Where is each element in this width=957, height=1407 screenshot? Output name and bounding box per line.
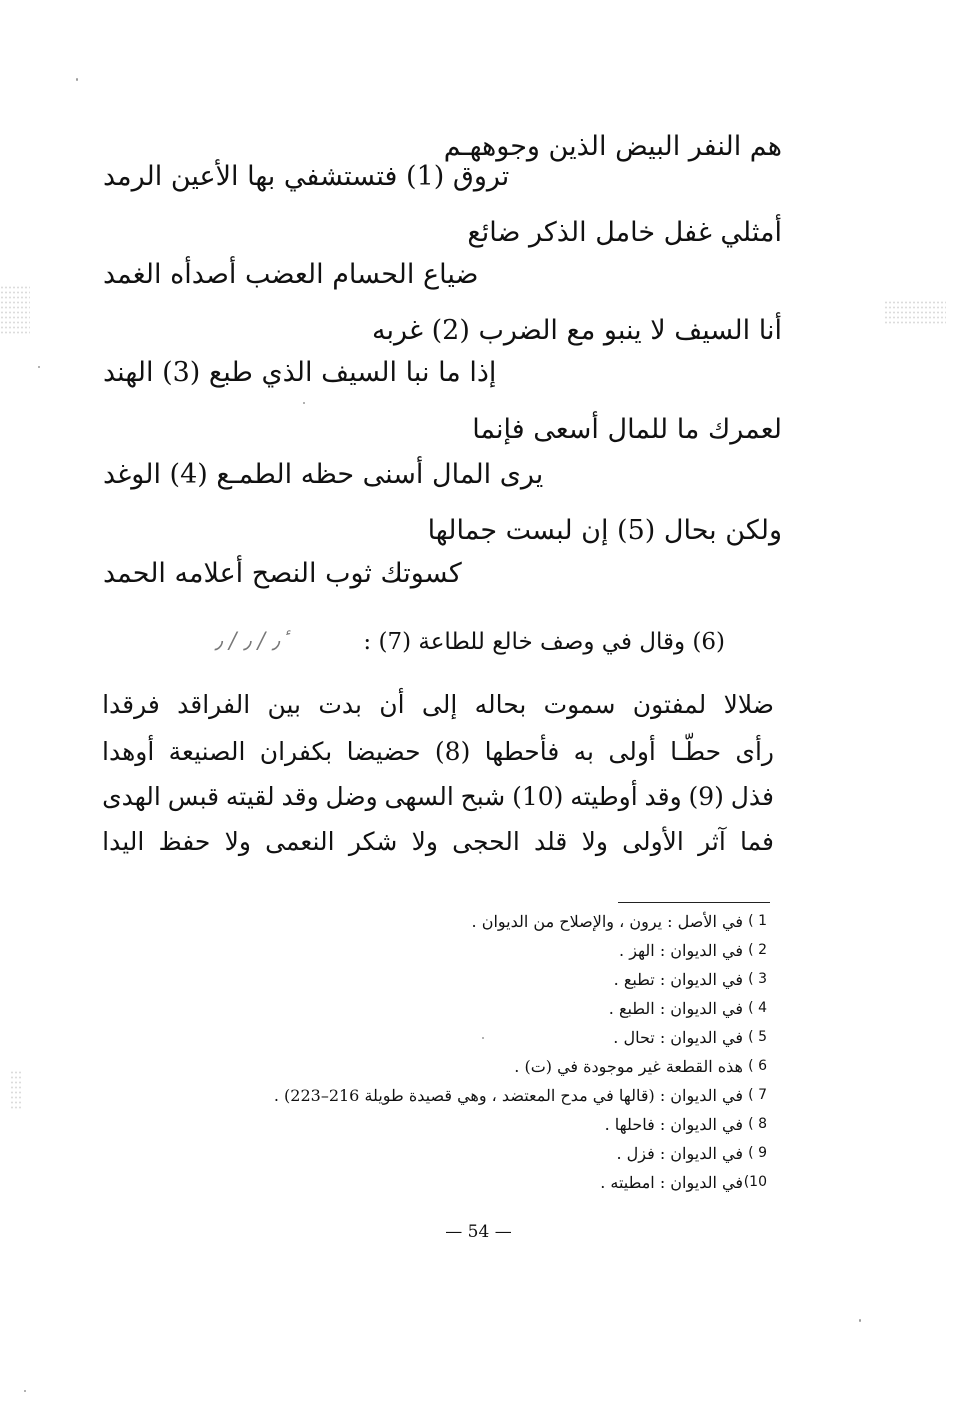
footnote-item (274, 1168, 767, 1197)
poem-b-word: حطّـا (670, 737, 722, 766)
scan-noise (884, 300, 946, 324)
poem-b-word: فأحطها (484, 737, 560, 766)
footnote-number: 5 ) (748, 1029, 767, 1045)
poem-a-verse-3-second-hemistich: إذا ما نبا السيف الذي طبع (3) الهند (103, 357, 497, 388)
footnote-text: في الديوان : الهز . (619, 941, 743, 960)
poem-b-word: الأولى (622, 827, 684, 856)
poem-b-word: النعمى (265, 827, 335, 856)
footnote-item (274, 965, 767, 994)
footnote-item (274, 1023, 767, 1052)
footnote-text: في الديوان : الطبع . (608, 999, 743, 1018)
footnote-number: 3 ) (748, 971, 767, 987)
footnote-item (274, 1052, 767, 1081)
section-heading: (6) وقال في وصف خالع للطاعة (7) : (363, 629, 725, 655)
poem-b-line-1 (102, 685, 774, 725)
poem-b-word: شبح (460, 782, 506, 811)
scan-speck (303, 402, 305, 404)
poem-b-word: قلد (534, 827, 568, 856)
poem-b-word: الفراقد (177, 690, 251, 719)
poem-b-word: ولا (581, 827, 608, 856)
poem-b-word: ولا (411, 827, 438, 856)
scan-speck (859, 1319, 861, 1322)
poem-a-verse-2-first-hemistich: أمثلي غفل خامل الذكر ضائع (467, 217, 782, 248)
footnote-text: في الديوان : تحال . (613, 1028, 743, 1047)
poem-b-word: الصنيعة (168, 737, 246, 766)
scan-noise (10, 1070, 22, 1110)
poem-b-word: سموت (543, 690, 616, 719)
footnote-number: 4 ) (748, 1000, 767, 1016)
handwritten-annotation: ٫ / ٫ / ٫ ٔ (215, 629, 287, 654)
footnote-text: في الديوان : تطبع . (613, 970, 743, 989)
scan-speck (76, 78, 78, 81)
page-number: — 54 — (445, 1222, 512, 1242)
poem-b-word: وقد (281, 782, 319, 811)
poem-a-verse-4-second-hemistich: يرى المال أسنى حظه الطمـع (4) الوغد (103, 459, 544, 490)
footnote-text: في الديوان : فاحلها . (604, 1115, 743, 1134)
poem-a-verse-5-first-hemistich: ولكن بحال (5) إن لبست جمالها (427, 515, 782, 546)
footnotes-list (274, 907, 767, 1197)
poem-b-word: بحاله (474, 690, 527, 719)
footnote-separator (618, 902, 770, 903)
scan-noise (0, 285, 30, 335)
poem-b-word: (8) (434, 737, 471, 766)
footnote-item (274, 1139, 767, 1168)
poem-a-verse-2-second-hemistich: ضياع الحسام العضب أصدأه الغمد (103, 259, 479, 290)
poem-b-word: إلى (421, 690, 458, 719)
poem-b-word: أوطيته (570, 782, 638, 811)
footnote-item (274, 1081, 767, 1110)
poem-a-verse-4-first-hemistich: لعمرك ما للمال أسعى فإنما (472, 414, 782, 445)
poem-b-word: بين (267, 690, 302, 719)
poem-b-word: الهدى (102, 782, 161, 811)
poem-b-word: رأى (735, 737, 774, 766)
poem-b-word: به (573, 737, 595, 766)
footnote-item (274, 1110, 767, 1139)
poem-b-word: الحجى (452, 827, 520, 856)
poem-b-word: أولى (608, 737, 656, 766)
footnote-item (274, 907, 767, 936)
poem-b-line-4 (102, 822, 774, 862)
poem-b-word: السهى (384, 782, 454, 811)
footnote-text: هذه القطعة غير موجودة في (ت) . (514, 1057, 743, 1076)
footnote-text: في الديوان : امطيته . (600, 1173, 743, 1192)
poem-b-word: حفظ (158, 827, 211, 856)
poem-b-line-2 (102, 732, 774, 772)
poem-b-word: بكفران (259, 737, 333, 766)
poem-b-word: ولا (224, 827, 251, 856)
poem-b-word: حضيضا (346, 737, 421, 766)
poem-b-word: اليدا (102, 827, 145, 856)
poem-a-verse-1-first-hemistich: هم النفر البيض الذين وجوههـم (443, 131, 782, 162)
poem-b-word: قبس (167, 782, 220, 811)
poem-b-word: فذل (730, 782, 774, 811)
scan-speck (38, 366, 40, 368)
poem-b-word: (9) (688, 782, 724, 811)
footnote-number: 9 ) (748, 1145, 767, 1161)
footnote-number: 10) (743, 1174, 767, 1190)
footnote-item (274, 994, 767, 1023)
scan-speck (24, 1390, 26, 1392)
poem-b-word: أن (379, 690, 405, 719)
poem-b-word: فرقدا (102, 690, 160, 719)
footnote-number: 2 ) (748, 942, 767, 958)
poem-a-verse-3-first-hemistich: أنا السيف لا ينبو مع الضرب (2) غربه (372, 315, 782, 346)
footnote-text: في الديوان : فزل . (616, 1144, 743, 1163)
poem-b-word: شكر (348, 827, 398, 856)
poem-b-word: وقد (644, 782, 682, 811)
scan-speck (482, 1037, 484, 1039)
footnote-number: 8 ) (748, 1116, 767, 1132)
poem-b-word: آثر (698, 827, 726, 856)
poem-b-word: (10) (512, 782, 564, 811)
poem-b-word: بدت (318, 690, 362, 719)
poem-b-line-3 (102, 777, 774, 817)
poem-b-word: لقيته (225, 782, 275, 811)
footnote-number: 6 ) (748, 1058, 767, 1074)
footnote-text: في الديوان : (قالها في مدح المعتضد ، وهي قصيدة طويلة 216–223) . (273, 1086, 743, 1105)
footnote-item (274, 936, 767, 965)
poem-b-word: لمفتون (632, 690, 707, 719)
poem-b-word: أوهدا (102, 737, 155, 766)
poem-b-word: فما (739, 827, 774, 856)
footnote-number: 1 ) (748, 913, 767, 929)
poem-b-word: وضل (325, 782, 378, 811)
footnote-text: في الأصل : يرون ، والإصلاح من الديوان . (471, 912, 743, 931)
footnote-number: 7 ) (748, 1087, 767, 1103)
poem-a-verse-5-second-hemistich: كسوتك ثوب النصح أعلامه الحمد (103, 558, 462, 589)
poem-b-word: ضلالا (723, 690, 774, 719)
poem-a-verse-1-second-hemistich: تروق (1) فتستشفي بها الأعين الرمد (103, 161, 510, 192)
